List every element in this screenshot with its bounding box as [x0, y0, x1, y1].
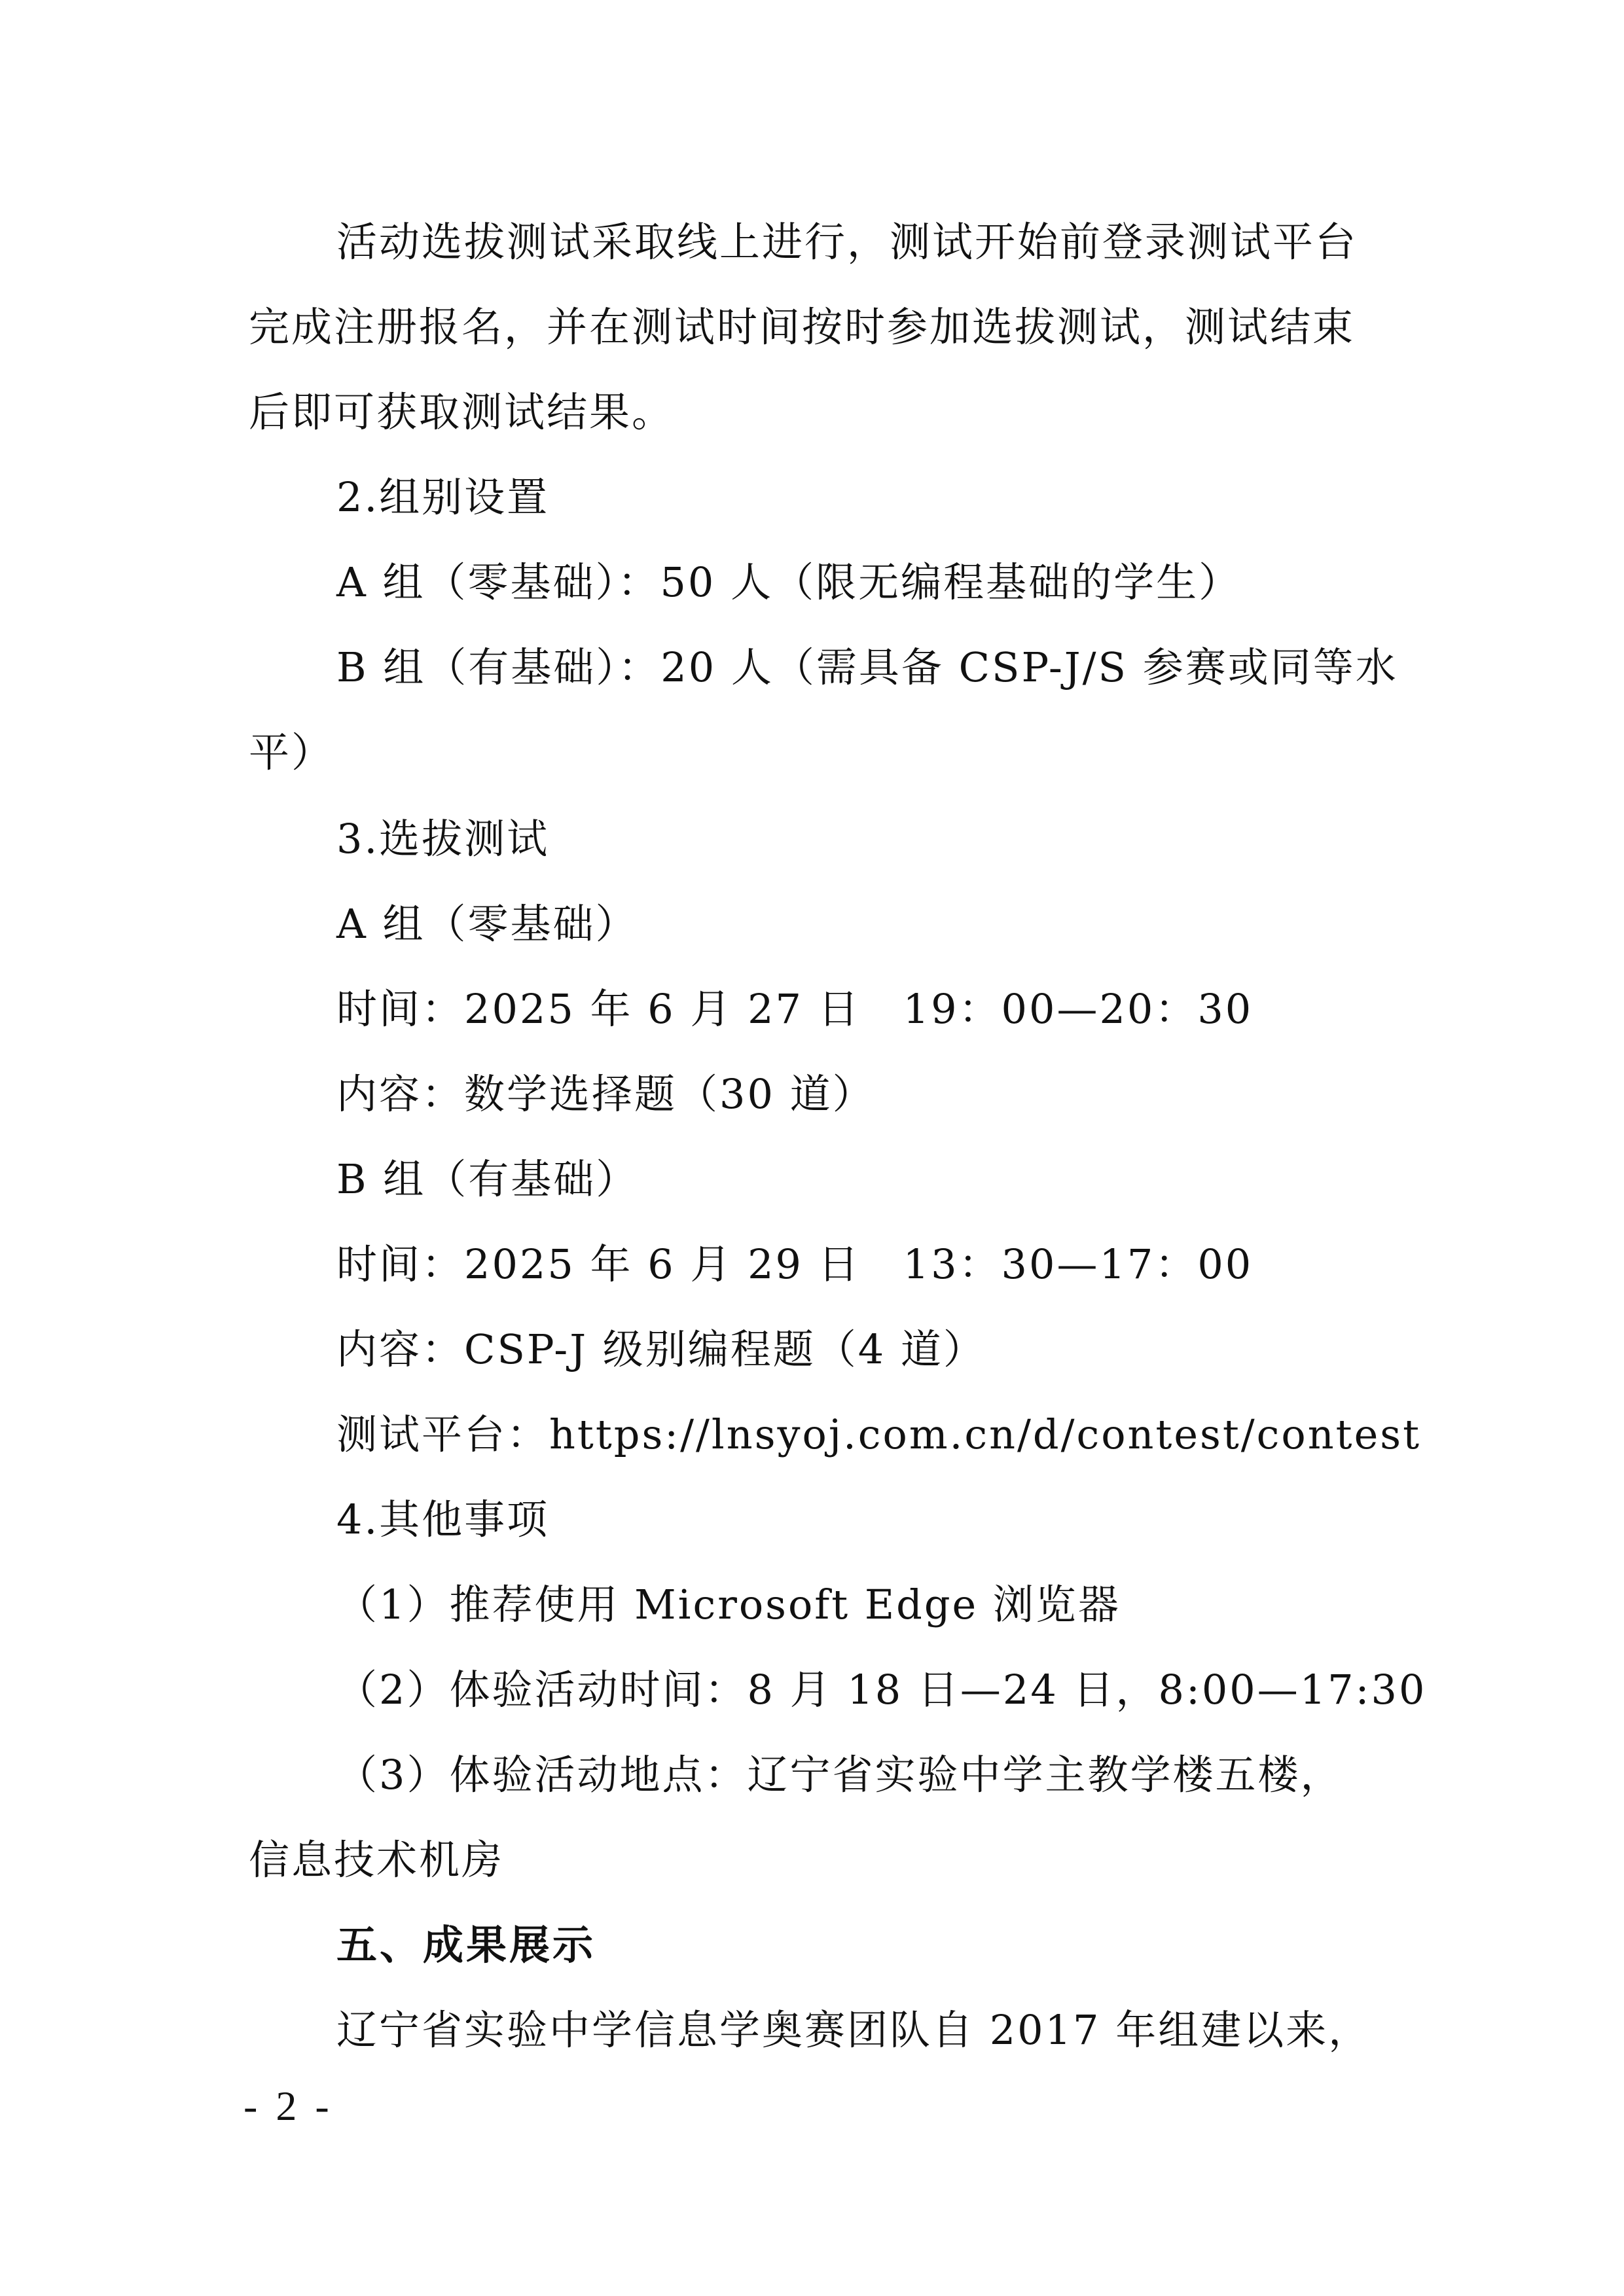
- section-subheading: 4.其他事项: [336, 1496, 550, 1543]
- group-b-time: 时间：2025 年 6 月 29 日 13：30—17：00: [336, 1240, 1254, 1288]
- test-platform-url: 测试平台：https://lnsyoj.com.cn/d/contest/contest: [336, 1410, 1421, 1458]
- paragraph-line: 活动选拔测试采取线上进行，测试开始前登录测试平台: [336, 218, 1358, 266]
- group-b-label: B 组（有基础）: [336, 1155, 639, 1203]
- section-subheading: 3.选拔测试: [336, 815, 550, 863]
- page-number: - 2 -: [244, 2083, 333, 2129]
- group-b-setting: B 组（有基础）：20 人（需具备 CSP-J/S 参赛或同等水: [336, 643, 1398, 691]
- section-heading: 五、成果展示: [336, 1921, 596, 1969]
- paragraph-line: 辽宁省实验中学信息学奥赛团队自 2017 年组建以来，: [336, 2006, 1371, 2054]
- paragraph-line: 后即可获取测试结果。: [249, 388, 675, 436]
- paragraph-line: 完成注册报名，并在测试时间按时参加选拔测试，测试结束: [249, 303, 1356, 351]
- group-a-time: 时间：2025 年 6 月 27 日 19：00—20：30: [336, 985, 1254, 1033]
- group-a-setting: A 组（零基础）：50 人（限无编程基础的学生）: [336, 558, 1242, 606]
- group-b-content: 内容：CSP-J 级别编程题（4 道）: [336, 1325, 986, 1373]
- section-subheading: 2.组别设置: [336, 473, 550, 521]
- paragraph-line: 平）: [249, 728, 334, 776]
- other-item-2: （2）体验活动时间：8 月 18 日—24 日，8:00—17:30: [336, 1666, 1427, 1713]
- group-a-content: 内容：数学选择题（30 道）: [336, 1070, 875, 1118]
- paragraph-line: 信息技术机房: [249, 1836, 505, 1884]
- other-item-3: （3）体验活动地点：辽宁省实验中学主教学楼五楼，: [336, 1751, 1343, 1799]
- group-a-label: A 组（零基础）: [336, 900, 638, 948]
- other-item-1: （1）推荐使用 Microsoft Edge 浏览器: [336, 1581, 1121, 1628]
